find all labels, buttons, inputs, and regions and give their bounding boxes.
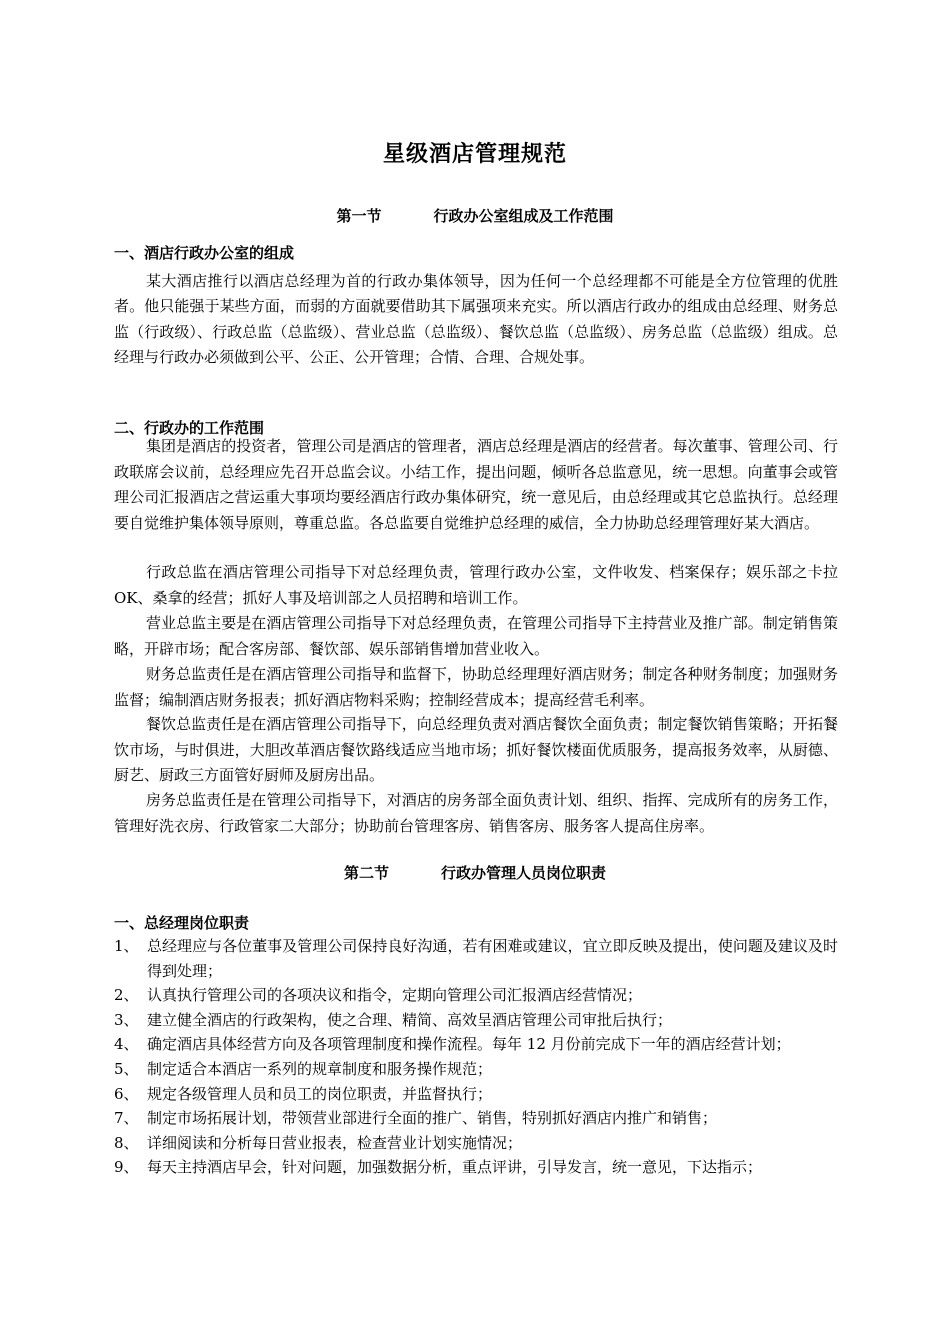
section-1-title [0, 205, 950, 226]
section-1-heading-1: 一、酒店行政办公室的组成 [114, 244, 295, 262]
section-2-name: 行政办管理人员岗位职责 [441, 864, 607, 882]
list-text: 制定适合本酒店一系列的规章制度和服务操作规范； [147, 1059, 493, 1078]
list-text: 确定酒店具体经营方向及各项管理制度和操作流程。每年 12 月份前完成下一年的酒店经营计划； [147, 1035, 791, 1054]
list-text: 总经理应与各位董事及管理公司保持良好沟通，若有困难或建议，宜立即反映及提出，使问题及建议及时得到处理； [147, 937, 838, 980]
duty-list [114, 934, 838, 1180]
section-2-title [0, 862, 950, 883]
section-1-number: 第一节 [336, 207, 382, 225]
list-item [114, 1032, 838, 1057]
list-item [114, 1131, 838, 1156]
paragraph: 房务总监责任是在管理公司指导下，对酒店的房务部全面负责计划、组织、指挥、完成所有的房务工作，管理好洗衣房、行政管家二大部分；协助前台管理客房、销售客房、服务客人提高住房率。 [114, 791, 838, 835]
section-1-paragraph-1: 某大酒店推行以酒店总经理为首的行政办集体领导，因为任何一个总经理都不可能是全方位管理的优胜者。他只能强于某些方面，而弱的方面就要借助其下属强项来充实。所以酒店行政办的组成由总经理、财务总监（行政级）、行政总监（总监级）、营业总监（总监级）、餐饮总监（总监级）、房务总监（总监级）组成。总经理与行政办必须做到公平、公正、公开管理；合情、合理、合规处事。 [114, 272, 838, 366]
list-text: 制定市场拓展计划，带领营业部进行全面的推广、销售，特别抓好酒店内推广和销售； [147, 1109, 718, 1128]
list-number: 7、 [114, 1109, 139, 1128]
list-number: 3、 [114, 1010, 139, 1029]
document-title: 星级酒店管理规范 [382, 141, 567, 167]
list-item [114, 1008, 838, 1033]
list-item [114, 1057, 838, 1082]
list-text: 建立健全酒店的行政架构，使之合理、精简、高效呈酒店管理公司审批后执行； [147, 1010, 673, 1029]
list-text: 规定各级管理人员和员工的岗位职责，并监督执行； [147, 1084, 493, 1103]
list-number: 9、 [114, 1158, 139, 1177]
paragraph: 营业总监主要是在酒店管理公司指导下对总经理负责，在管理公司指导下主持营业及推广部。制定销售策略，开辟市场；配合客房部、餐饮部、娱乐部销售增加营业收入。 [114, 614, 838, 658]
list-item [114, 1106, 838, 1131]
list-item [114, 934, 838, 983]
list-number: 4、 [114, 1035, 139, 1054]
list-number: 1、 [114, 937, 139, 955]
section-1-heading-2: 二、行政办的工作范围 [114, 419, 265, 437]
list-text: 每天主持酒店早会，针对问题，加强数据分析，重点评讲，引导发言，统一意见，下达指示； [147, 1158, 763, 1177]
section-1-name: 行政办公室组成及工作范围 [433, 207, 614, 225]
list-number: 8、 [114, 1133, 139, 1152]
list-text: 详细阅读和分析每日营业报表，检查营业计划实施情况； [147, 1133, 523, 1152]
list-item [114, 1155, 838, 1180]
section-2-heading-1: 一、总经理岗位职责 [114, 914, 250, 932]
list-text: 认真执行管理公司的各项决议和指令，定期向管理公司汇报酒店经营情况； [147, 986, 643, 1005]
section-2-number: 第二节 [343, 864, 389, 882]
paragraph: 餐饮总监责任是在酒店管理公司指导下，向总经理负责对酒店餐饮全面负责；制定餐饮销售策略；开拓餐饮市场，与时俱进，大胆改革酒店餐饮路线适应当地市场；抓好餐饮楼面优质服务，提高报务效率，从厨德、厨艺、厨政三方面管好厨师及厨房出品。 [114, 715, 838, 785]
paragraph: 财务总监责任是在酒店管理公司指导和监督下，协助总经理理好酒店财务；制定各种财务制度；加强财务监督；编制酒店财务报表；抓好酒店物料采购；控制经营成本；提高经营毛利率。 [114, 665, 838, 709]
list-number: 6、 [114, 1084, 139, 1103]
list-number: 2、 [114, 986, 139, 1005]
list-number: 5、 [114, 1059, 139, 1078]
list-item [114, 983, 838, 1008]
list-item [114, 1082, 838, 1107]
paragraph: 集团是酒店的投资者，管理公司是酒店的管理者，酒店总经理是酒店的经营者。每次董事、管理公司、行政联席会议前，总经理应先召开总监会议。小结工作，提出问题，倾听各总监意见，统一思想。向董事会或管理公司汇报酒店之营运重大事项均要经酒店行政办集体研究，统一意见后，由总经理或其它总监执行。总经理要自觉维护集体领导原则，尊重总监。各总监要自觉维护总经理的威信，全力协助总经理管理好某大酒店。 [114, 437, 838, 532]
paragraph: 行政总监在酒店管理公司指导下对总经理负责，管理行政办公室，文件收发、档案保存；娱乐部之卡拉OK、桑拿的经营；抓好人事及培训部之人员招聘和培训工作。 [114, 563, 838, 607]
